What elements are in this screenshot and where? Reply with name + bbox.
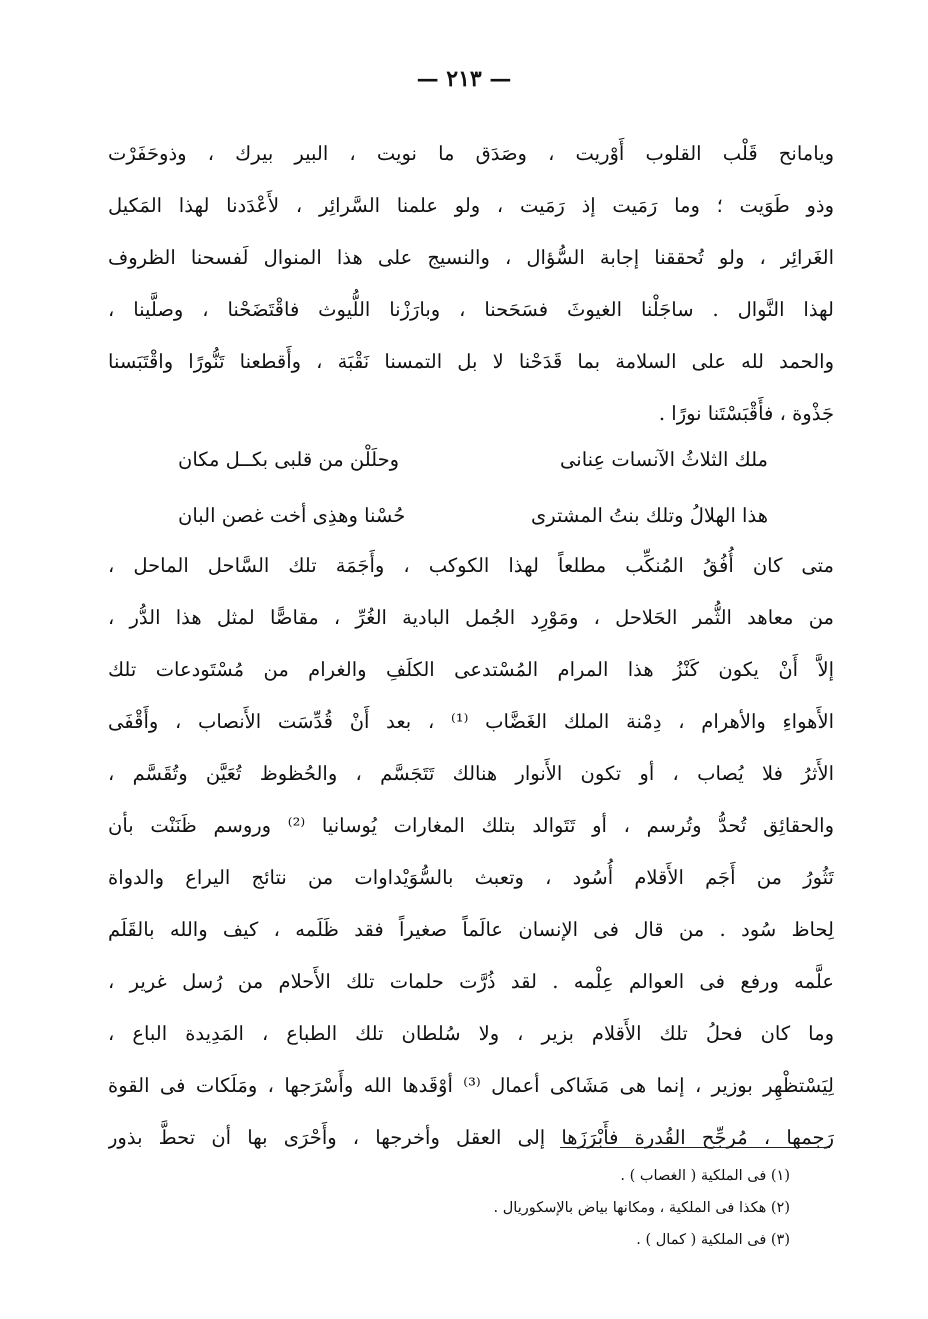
text-line: الغَرائِر ، ولو تُحققنا إجابة السُّؤال ، والنسيج على هذا المنوال لَفسحنا الظروف: [108, 246, 834, 269]
paragraph-1: [108, 128, 834, 440]
text-line: وذو طَوَيت ؛ وما رَمَيت إذ رَمَيت ، ولو علمنا السَّرائِر ، لأَعْدَدنا لهذا المَكيل: [108, 194, 834, 217]
verse-line: [178, 488, 768, 544]
text-line: والحقائِق تُحدُّ وتُرسم ، أو تَتَوالد بتلك المغارات يُوسانيا ⁽²⁾ وروسم ظَنَنْت بأن: [108, 814, 834, 837]
verse-second-hemistich: وحلَلْن من قلبى بكــل مكان: [178, 448, 400, 471]
paragraph-2: [108, 540, 834, 1164]
verse-first-hemistich: ملك الثلاثُ الآنسات عِنانى: [560, 448, 768, 471]
poem: [178, 432, 768, 544]
footnotes: [300, 1160, 790, 1256]
footnote: (٣) فى الملكية ( كمال ) .: [636, 1232, 790, 1248]
page-number: — ٢١٣ —: [416, 66, 512, 92]
text-line: رَجمها ، مُرجِّح القُدرة فأَبْرَزَها إلى العقل وأخرجها ، وأَحْرَى بها أن تحطَّ بذور: [108, 1126, 834, 1149]
footnote: (١) فى الملكية ( الغصاب ) .: [620, 1168, 790, 1184]
text-line: وما كان فحلُ تلك الأَقلام بزير ، ولا سُلطان تلك الطباع ، المَدِيدة الباع ،: [108, 1022, 834, 1045]
footnote-divider: [560, 1147, 830, 1148]
text-line: والحمد لله على السلامة بما قَدَحْنا لا بل التمسنا نَقْبَة ، وأَقطعنا تَنُّورًا واقْتَبَسنا: [108, 350, 834, 373]
text-line: لِحاظ سُود . من قال فى الإنسان عالَماً صغيراً فقد ظَلَمه ، كيف والله بالقَلَم: [108, 918, 834, 941]
text-line: تَثُورُ من أَجَم الأَقلام أُسُود ، وتعبث بالسُّوَيْداوات من نتائج اليراع والدواة: [108, 866, 834, 889]
text-line: علَّمه ورفع فى العوالم عِلْمه . لقد ذُرَّت حلمات تلك الأَحلام من رُسل غرير ،: [108, 970, 834, 993]
text-line: ويامانح قَلْب القلوب أَوْريت ، وصَدَق ما نويت ، البير بيرك ، وذوحَفَرْت: [108, 142, 834, 165]
verse-first-hemistich: هذا الهلالُ وتلك بنتُ المشترى: [530, 504, 768, 527]
text-line: الأَثرُ فلا يُصاب ، أو تكون الأَنوار هنالك تَتَجَسَّم ، والحُظوظ تُعَيَّن وتُقَسَّم ،: [108, 762, 834, 785]
text-line: متى كان أُفُقُ المُنكِّب مطلعاً لهذا الكوكب ، وأَجَمَة تلك السَّاحل الماحل ،: [108, 554, 834, 577]
text-line: لِيَسْتظْهِر بوزير ، إنما هى مَشَاكى أعمال ⁽³⁾ أوْقَدها الله وأَسْرَجها ، ومَلَكات فى القوة: [108, 1074, 834, 1097]
text-line: من معاهد الثُّمر الحَلاحل ، ومَوْرِد الجُمل البادية الغُرِّ ، مقاصًّا لمثل هذا الدُّر ،: [108, 606, 834, 629]
text-line: جَذْوة ، فأَقْبَسْتَنا نورًا .: [658, 402, 834, 425]
verse-second-hemistich: حُسْنا وهذِى أخت غصن البان: [178, 504, 406, 527]
text-line: الأَهواءِ والأهرام ، دِمْنة الملك الغَضَّاب ⁽¹⁾ ، بعد أَنْ قُدِّسَت الأَنصاب ، وأَقْفَى: [108, 710, 834, 733]
verse-line: [178, 432, 768, 488]
footnote: (٢) هكذا فى الملكية ، ومكانها بياض بالإسكوريال .: [493, 1200, 790, 1216]
text-line: لهذا النَّوال . ساجَلْنا الغيوثَ فسَحَحنا ، وبارَزْنا اللُّيوث فاقْتَضَحْنا ، وصلَّينا ،: [108, 298, 834, 321]
text-line: إلاَّ أَنْ يكون كَنْزُ هذا المرام المُسْتدعى الكلَفِ والغرام من مُسْتَودعات تلك: [108, 658, 834, 681]
